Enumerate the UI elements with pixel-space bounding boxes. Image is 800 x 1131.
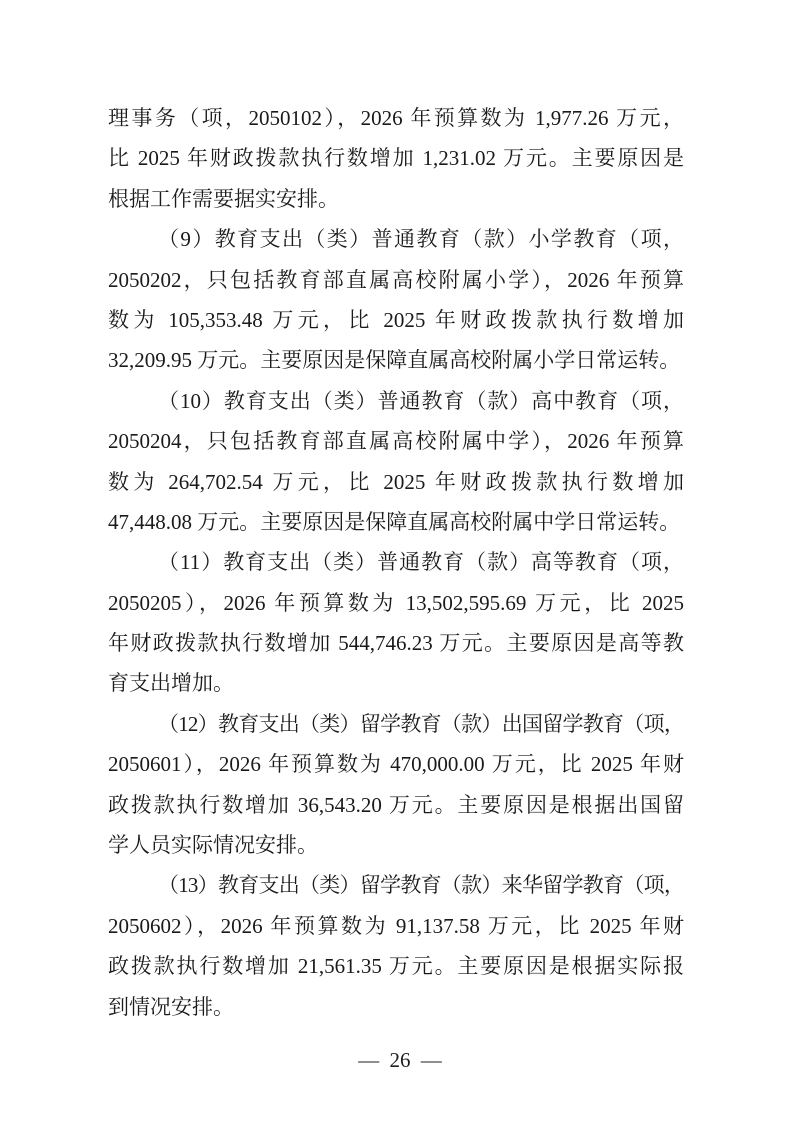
text-line: 2050205），2026 年预算数为 13,502,595.69 万元，比 2025: [108, 590, 684, 615]
paragraph-item-9: [108, 219, 684, 381]
text-line: （12）教育支出（类）留学教育（款）出国留学教育（项，: [158, 711, 684, 736]
text-line: 数为 264,702.54 万元，比 2025 年财政拨款执行数增加: [108, 469, 684, 494]
text-line: 学人员实际情况安排。: [108, 833, 318, 858]
text-line: 2050602），2026 年预算数为 91,137.58 万元，比 2025 年财: [108, 913, 684, 938]
text-line: 2050204，只包括教育部直属高校附属中学），2026 年预算: [108, 429, 684, 454]
text-line: （10）教育支出（类）普通教育（款）高中教育（项，: [158, 388, 684, 413]
page-footer: [0, 1045, 800, 1075]
text-line: （9）教育支出（类）普通教育（款）小学教育（项，: [158, 227, 684, 252]
paragraph-item-13: [108, 865, 684, 1027]
text-line: 政拨款执行数增加 21,561.35 万元。主要原因是根据实际报: [108, 954, 684, 979]
text-line: 47,448.08 万元。主要原因是保障直属高校附属中学日常运转。: [108, 509, 681, 534]
paragraph-item-11: [108, 542, 684, 704]
text-line: 育支出增加。: [108, 671, 234, 696]
text-line: （13）教育支出（类）留学教育（款）来华留学教育（项，: [158, 873, 684, 898]
text-line: 理事务（项，2050102），2026 年预算数为 1,977.26 万元，: [108, 106, 684, 130]
paragraph-item-12: [108, 704, 684, 866]
text-line: 32,209.95 万元。主要原因是保障直属高校附属小学日常运转。: [108, 348, 681, 373]
paragraph-continuation: [108, 98, 684, 219]
paragraph-item-10: [108, 381, 684, 543]
text-line: 根据工作需要据实安排。: [108, 186, 339, 211]
text-line: 年财政拨款执行数增加 544,746.23 万元。主要原因是高等教: [108, 631, 684, 656]
page-number: — 26 —: [358, 1048, 442, 1072]
text-line: 数为 105,353.48 万元，比 2025 年财政拨款执行数增加: [108, 307, 684, 332]
text-line: 比 2025 年财政拨款执行数增加 1,231.02 万元。主要原因是: [108, 146, 684, 171]
text-line: 政拨款执行数增加 36,543.20 万元。主要原因是根据出国留: [108, 792, 684, 817]
document-body: [108, 98, 684, 1027]
text-line: 2050202，只包括教育部直属高校附属小学），2026 年预算: [108, 267, 684, 292]
text-line: 到情况安排。: [108, 994, 234, 1019]
text-line: 2050601），2026 年预算数为 470,000.00 万元，比 2025 年财: [108, 752, 684, 777]
text-line: （11）教育支出（类）普通教育（款）高等教育（项，: [158, 550, 684, 575]
